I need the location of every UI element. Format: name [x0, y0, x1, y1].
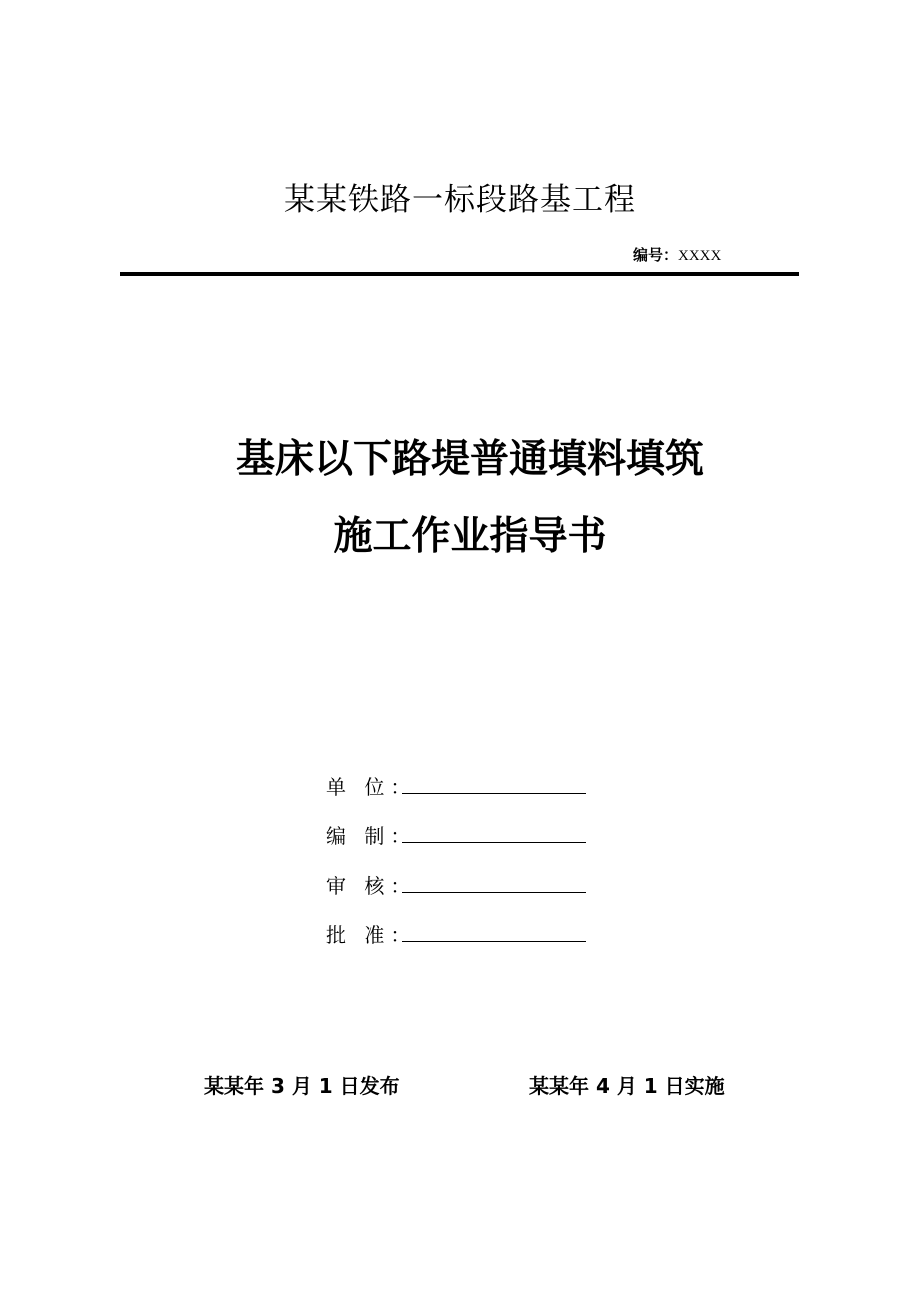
effective-date: 某某年 4 月 1 日实施: [529, 1074, 725, 1098]
signoff-blank-approved: [402, 941, 586, 942]
signoff-blank-prepared: [402, 842, 586, 843]
document-code: [633, 244, 721, 265]
signoff-label-unit: 单 位：: [326, 775, 417, 799]
signoff-row-unit: [326, 771, 417, 801]
project-title: 某某铁路一标段路基工程: [284, 182, 636, 218]
publish-date: 某某年 3 月 1 日发布: [204, 1074, 400, 1098]
signoff-blank-reviewed: [402, 892, 586, 893]
signoff-label-reviewed: 审 核：: [326, 874, 417, 898]
document-code-label: 编号：: [633, 246, 679, 264]
document-title-line1: 基床以下路堤普通填料填筑: [235, 437, 704, 482]
signoff-blank-unit: [402, 793, 586, 794]
signoff-label-prepared: 编 制：: [326, 824, 417, 848]
document-title-line2: 施工作业指导书: [333, 514, 607, 559]
signoff-row-approved: [326, 919, 417, 949]
document-code-value: XXXX: [678, 248, 722, 264]
signoff-row-prepared: [326, 820, 417, 850]
signoff-row-reviewed: [326, 870, 417, 900]
signoff-label-approved: 批 准：: [326, 923, 417, 947]
header-divider: [120, 272, 799, 276]
